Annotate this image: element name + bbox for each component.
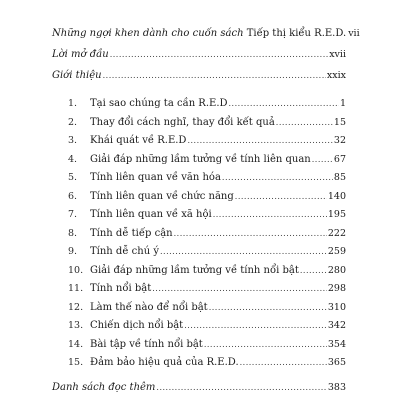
toc-entry-italic-text: Những ngợi khen dành cho cuốn sách — [52, 28, 244, 39]
toc-chapter-title: Tại sao chúng ta cần R.E.D — [90, 98, 228, 109]
toc-chapter-11 — [68, 282, 346, 296]
toc-leader-dots — [174, 227, 327, 241]
toc-entry-page: 383 — [327, 382, 346, 393]
toc-chapter-1 — [68, 97, 346, 111]
toc-chapter-3 — [68, 134, 346, 148]
toc-chapter-number: 5. — [68, 172, 78, 183]
toc-entry-italic-text: Giới thiệu — [52, 70, 102, 81]
toc-chapter-title: Tính nổi bật — [90, 283, 152, 294]
toc-entry-page: xvii — [329, 49, 346, 60]
toc-leader-dots — [229, 97, 339, 111]
toc-chapter-7 — [68, 208, 346, 222]
toc-chapter-number: 7. — [68, 209, 78, 220]
toc-chapter-title: Làm thế nào để nổi bật — [90, 301, 208, 313]
toc-chapter-page: 310 — [327, 301, 346, 313]
toc-entry-italic-text: Lời mở đầu — [52, 49, 109, 60]
toc-leader-dots — [312, 153, 333, 167]
toc-leader-dots — [213, 208, 327, 222]
toc-leader-dots — [235, 190, 327, 204]
toc-chapter-title: Tính liên quan về văn hóa — [90, 172, 221, 183]
toc-chapter-page: 85 — [333, 172, 346, 183]
toc-chapter-title: Đảm bảo hiệu quả của R.E.D. — [90, 357, 239, 368]
toc-chapter-title: Giải đáp những lầm tưởng về tính liên quan — [90, 153, 311, 165]
toc-chapter-number: 10. — [68, 264, 84, 276]
toc-chapter-title: Chiến dịch nổi bật — [90, 320, 184, 331]
toc-chapter-page: 195 — [327, 209, 346, 220]
toc-chapter-number: 13. — [68, 320, 84, 331]
toc-chapter-number: 1. — [68, 98, 78, 109]
toc-leader-dots — [204, 338, 327, 352]
toc-chapter-title: Tính liên quan về xã hội — [90, 209, 212, 220]
toc-chapter-number: 12. — [68, 301, 84, 313]
toc-chapter-number: 6. — [68, 190, 78, 202]
toc-leader-dots — [152, 282, 327, 296]
toc-chapter-title: Giải đáp những lầm tưởng về tính nổi bật — [90, 264, 299, 276]
toc-chapter-8 — [68, 227, 346, 241]
toc-chapter-page: 365 — [327, 357, 346, 368]
toc-chapter-title: Tính dễ chú ý — [90, 246, 159, 257]
toc-chapter-number: 4. — [68, 153, 78, 165]
toc-chapter-number: 2. — [68, 116, 78, 128]
toc-entry-foreword — [52, 48, 346, 62]
toc-chapter-title: Tính dễ tiếp cận — [90, 227, 173, 239]
toc-chapter-title: Tính liên quan về chức năng — [90, 190, 234, 202]
toc-chapter-number: 9. — [68, 246, 78, 257]
toc-chapter-4 — [68, 153, 346, 167]
toc-chapter-page: 15 — [333, 116, 346, 128]
toc-entry-title — [52, 48, 109, 62]
toc-chapter-page: 259 — [327, 246, 346, 257]
toc-chapter-page: 354 — [327, 338, 346, 350]
toc-chapter-page: 280 — [327, 264, 346, 276]
toc-chapter-9 — [68, 245, 346, 259]
toc-entry-title — [52, 381, 155, 395]
toc-chapter-title: Bài tập về tính nổi bật — [90, 338, 203, 350]
toc-chapter-page: 67 — [333, 153, 346, 165]
toc-entry-plain-text: Tiếp thị kiểu R.E.D. — [243, 28, 347, 39]
toc-chapter-number: 14. — [68, 338, 84, 350]
toc-entry-page: xxix — [326, 70, 346, 81]
toc-leader-dots — [187, 134, 332, 148]
toc-entry-italic-text: Danh sách đọc thêm — [52, 382, 156, 393]
toc-leader-dots — [103, 69, 326, 83]
toc-entry-praise — [52, 27, 360, 41]
toc-chapter-page: 140 — [327, 190, 346, 202]
toc-chapter-5 — [68, 171, 346, 185]
toc-chapter-number: 8. — [68, 227, 78, 239]
toc-leader-dots — [156, 381, 326, 395]
toc-chapter-page: 32 — [333, 135, 346, 146]
toc-chapter-page: 298 — [327, 283, 346, 294]
toc-chapter-page: 222 — [327, 227, 346, 239]
toc-leader-dots — [240, 356, 327, 370]
toc-chapter-6 — [68, 190, 346, 204]
toc-chapter-page: 342 — [327, 320, 346, 331]
toc-chapter-15 — [68, 356, 346, 370]
toc-chapter-number: 11. — [68, 283, 84, 294]
toc-chapter-13 — [68, 319, 346, 333]
toc-chapter-title: Thay đổi cách nghĩ, thay đổi kết quả — [90, 116, 275, 128]
toc-entry-page: vii — [348, 28, 360, 39]
toc-chapter-10 — [68, 264, 346, 278]
toc-chapter-14 — [68, 338, 346, 352]
toc-chapter-number: 15. — [68, 357, 84, 368]
toc-leader-dots — [184, 319, 327, 333]
toc-leader-dots — [222, 171, 333, 185]
toc-leader-dots — [276, 116, 333, 130]
toc-entry-introduction — [52, 69, 346, 83]
toc-chapter-2 — [68, 116, 346, 130]
toc-chapter-12 — [68, 301, 346, 315]
toc-chapter-number: 3. — [68, 135, 78, 146]
toc-chapter-page: 1 — [339, 98, 346, 109]
toc-leader-dots — [300, 264, 327, 278]
toc-entry-further-reading — [52, 381, 346, 395]
toc-leader-dots — [160, 245, 327, 259]
toc-chapter-title: Khái quát về R.E.D — [90, 135, 187, 146]
toc-leader-dots — [110, 48, 328, 62]
toc-leader-dots — [209, 301, 327, 315]
toc-entry-title — [52, 69, 102, 83]
toc-entry-title — [52, 27, 346, 41]
